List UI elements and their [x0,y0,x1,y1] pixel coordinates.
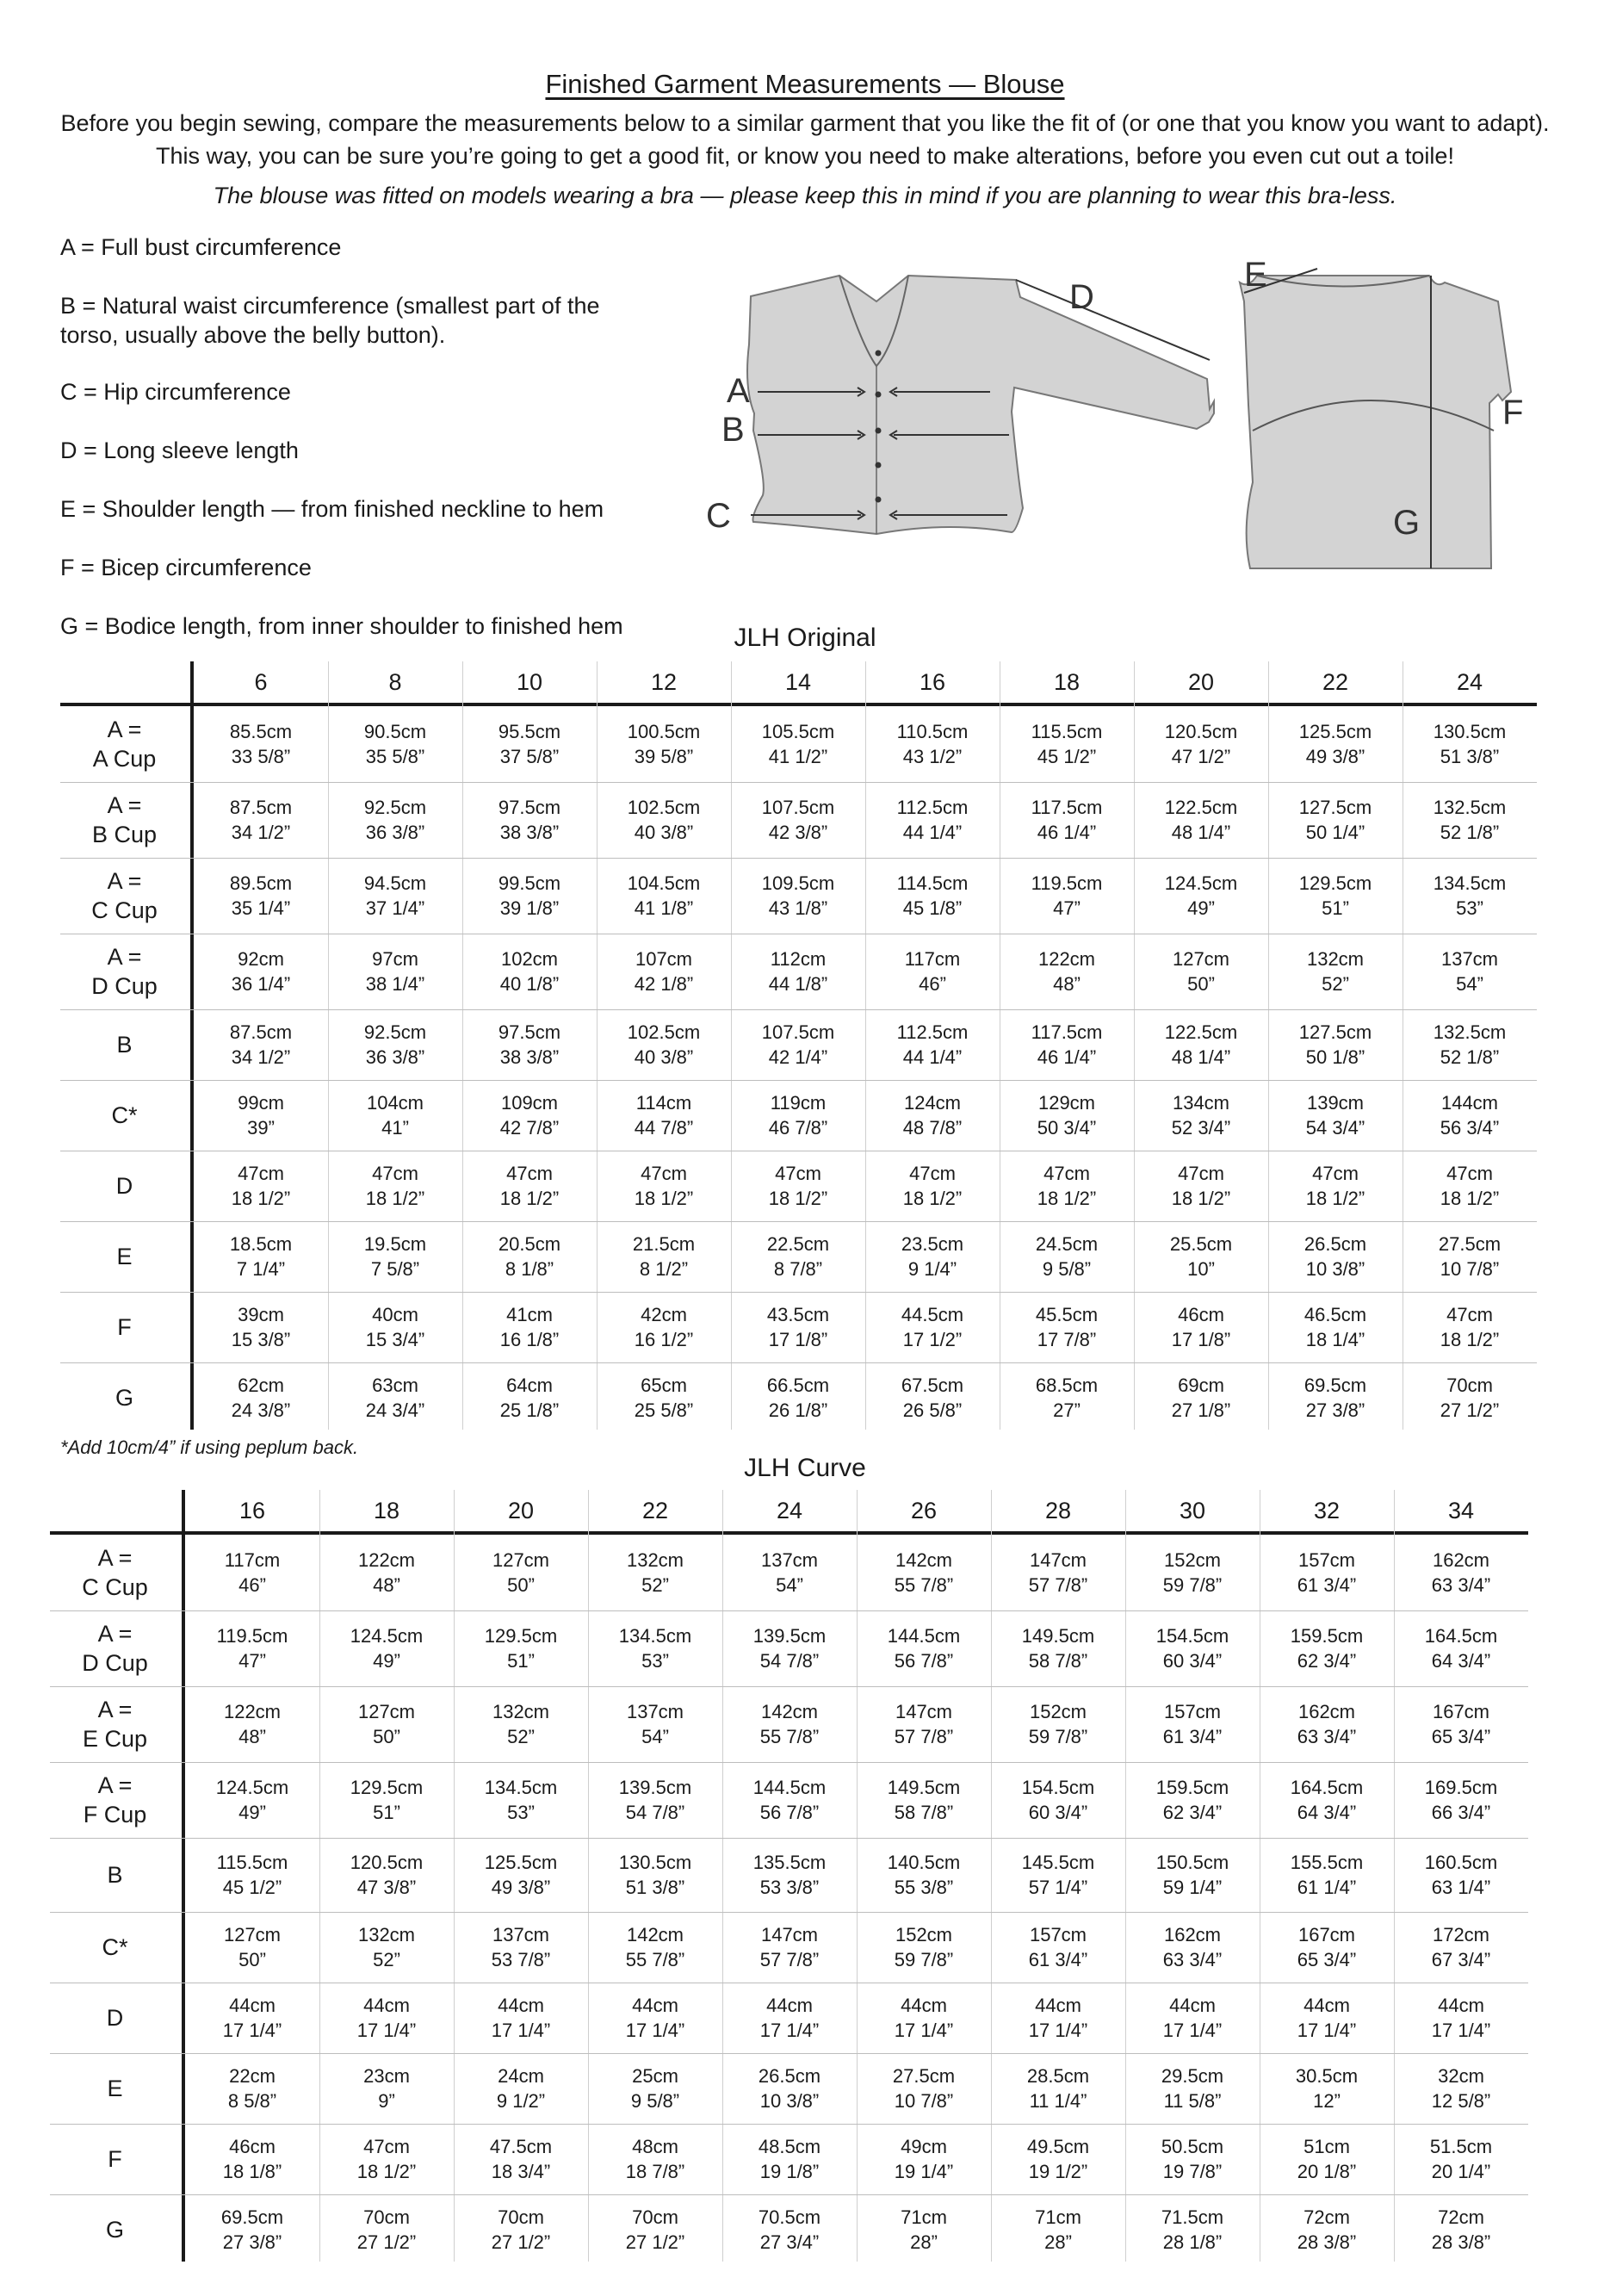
button-dot [876,351,882,357]
table-cell: 92.5cm 36 3/8” [363,797,427,843]
table-cell: 147cm 57 7/8” [759,1924,820,1970]
table-cell: 129.5cm 51” [1298,872,1372,919]
button-dot [876,428,882,434]
table-cell: 134cm 52 3/4” [1171,1092,1231,1139]
row-label: C* [102,1934,128,1960]
table-cell: 132cm 52” [626,1549,684,1596]
table-cell: 94.5cm 37 1/4” [363,872,427,919]
table-cell: 112.5cm 44 1/4” [896,797,969,843]
table-cell: 47cm 18 1/2” [768,1163,828,1209]
table-cell: 26.5cm 10 3/8” [758,2065,821,2112]
table-cell: 135.5cm 53 3/8” [752,1852,827,1898]
table-cell: 159.5cm 62 3/4” [1290,1625,1364,1672]
table-cell: 117cm 46” [224,1549,281,1596]
table-cell: 122cm 48” [223,1701,282,1747]
table-cell: 18.5cm 7 1/4” [229,1233,293,1280]
table-cell: 71.5cm 28 1/8” [1161,2206,1224,2253]
size-header: 18 [1053,669,1081,695]
table-cell: 27.5cm 10 7/8” [1438,1233,1502,1280]
table-cell: 132cm 52” [492,1701,550,1747]
table-cell: 87.5cm 34 1/2” [229,1021,293,1068]
table-cell: 24.5cm 9 5/8” [1035,1233,1099,1280]
table-cell: 167cm 65 3/4” [1297,1924,1357,1970]
table-cell: 70cm 27 1/2” [491,2206,551,2253]
table-cell: 25.5cm 10” [1169,1233,1233,1280]
table-cell: 117cm 46” [904,948,961,995]
table-cell: 142cm 55 7/8” [625,1924,685,1970]
table-cell: 127cm 50” [1172,948,1230,995]
table-cell: 129cm 50 3/4” [1037,1092,1097,1139]
table-cell: 159.5cm 62 3/4” [1155,1777,1229,1823]
size-header: 18 [373,1498,400,1523]
table-cell: 127.5cm 50 1/4” [1298,797,1372,843]
label-a: A [727,372,750,410]
row-label: A = B Cup [91,792,158,847]
table-cell: 134.5cm 53” [484,1777,558,1823]
table-cell: 44cm 17 1/4” [356,1995,417,2041]
table-cell: 144.5cm 56 7/8” [752,1777,827,1823]
table-cell: 41cm 16 1/8” [499,1304,560,1350]
table-cell: 129.5cm 51” [484,1625,558,1672]
size-table-curve [50,1490,1533,2265]
row-label: G [115,1385,133,1411]
table-cell: 105.5cm 41 1/2” [761,721,835,767]
table-cell: 21.5cm 8 1/2” [632,1233,696,1280]
table-cell: 162cm 63 3/4” [1297,1701,1357,1747]
table-cell: 65cm 25 5/8” [634,1374,694,1421]
table-cell: 149.5cm 58 7/8” [1021,1625,1095,1672]
table-cell: 122.5cm 48 1/4” [1164,1021,1238,1068]
table-cell: 109.5cm 43 1/8” [761,872,835,919]
table-cell: 139.5cm 54 7/8” [752,1625,827,1672]
table-cell: 164.5cm 64 3/4” [1424,1625,1498,1672]
table-cell: 48cm 18 7/8” [625,2136,685,2182]
table-cell: 99.5cm 39 1/8” [498,872,561,919]
table-cell: 129.5cm 51” [350,1777,424,1823]
table-cell: 115.5cm 45 1/2” [216,1852,288,1898]
table-cell: 47cm 18 1/2” [356,2136,417,2182]
table-cell: 70cm 27 1/2” [625,2206,685,2253]
table-cell: 24cm 9 1/2” [496,2065,546,2112]
bra-note: The blouse was fitted on models wearing a bra — please keep this in mind if you are planning to wear this bra-less. [213,183,1397,208]
table-cell: 44cm 17 1/4” [1431,1995,1491,2041]
table-cell: 162cm 63 3/4” [1431,1549,1491,1596]
table-cell: 22.5cm 8 7/8” [766,1233,830,1280]
table-cell: 137cm 54” [760,1549,819,1596]
table-cell: 47cm 18 1/2” [902,1163,963,1209]
table-cell: 72cm 28 3/8” [1297,2206,1357,2253]
label-b: B [721,411,745,449]
table-cell: 132cm 52” [357,1924,416,1970]
row-label: C* [111,1102,138,1128]
table-cell: 28.5cm 11 1/4” [1026,2065,1090,2112]
table-cell: 117.5cm 46 1/4” [1031,797,1103,843]
row-label: A = C Cup [82,1545,148,1600]
table-cell: 144.5cm 56 7/8” [887,1625,961,1672]
table-cell: 42cm 16 1/2” [634,1304,694,1350]
table-cell: 130.5cm 51 3/8” [1433,721,1507,767]
table-cell: 95.5cm 37 5/8” [498,721,561,767]
table-cell: 124cm 48 7/8” [902,1092,963,1139]
row-label: B [116,1032,133,1058]
table-cell: 44cm 17 1/4” [1162,1995,1223,2041]
table-cell: 23cm 9” [363,2065,410,2112]
size-header: 12 [650,669,678,695]
table-cell: 63cm 24 3/4” [365,1374,425,1421]
blouse-diagram [689,250,1550,577]
table-cell: 139cm 54 3/4” [1305,1092,1365,1139]
button-dot [876,497,882,503]
table-cell: 122.5cm 48 1/4” [1164,797,1238,843]
table-cell: 27.5cm 10 7/8” [892,2065,956,2112]
row-label: F [108,2146,122,2172]
table-cell: 137cm 54” [1440,948,1499,995]
row-label: A = E Cup [82,1697,148,1752]
size-header: 16 [238,1498,266,1523]
table-cell: 160.5cm 63 1/4” [1424,1852,1498,1898]
table-cell: 114cm 44 7/8” [634,1092,694,1139]
row-label: E [107,2076,123,2101]
label-f: F [1502,394,1524,431]
legend-item: G = Bodice length, from inner shoulder to finished hem [60,613,623,639]
table-cell: 145.5cm 57 1/4” [1021,1852,1095,1898]
table-cell: 25cm 9 5/8” [630,2065,680,2112]
table-cell: 104.5cm 41 1/8” [627,872,701,919]
table-cell: 92.5cm 36 3/8” [363,1021,427,1068]
table-cell: 67.5cm 26 5/8” [901,1374,964,1421]
table-cell: 47cm 18 1/2” [1037,1163,1097,1209]
table-cell: 29.5cm 11 5/8” [1161,2065,1224,2112]
table-cell: 44.5cm 17 1/2” [901,1304,964,1350]
table-cell: 114.5cm 45 1/8” [896,872,969,919]
label-e: E [1244,256,1267,294]
table-cell: 137cm 54” [626,1701,684,1747]
size-header: 14 [784,669,812,695]
row-label: E [116,1244,133,1269]
size-header: 26 [910,1498,938,1523]
size-table-original [60,661,1533,1428]
table-cell: 92cm 36 1/4” [231,948,291,995]
table-cell: 124.5cm 49” [215,1777,289,1823]
table-cell: 40cm 15 3/4” [365,1304,425,1350]
table-cell: 44cm 17 1/4” [1028,1995,1088,2041]
table-cell: 47cm 18 1/2” [1305,1163,1365,1209]
blouse-back-illustration [1240,256,1523,568]
row-label: F [117,1314,132,1340]
legend-item: E = Shoulder length — from finished neckline to hem [60,496,604,522]
table-cell: 154.5cm 60 3/4” [1155,1625,1229,1672]
size-header: 10 [516,669,543,695]
table-cell: 47.5cm 18 3/4” [489,2136,553,2182]
button-dot [876,392,882,398]
row-label: D [106,2005,124,2031]
size-header: 6 [254,669,268,695]
table-cell: 71cm 28” [1035,2206,1081,2253]
table-cell: 104cm 41” [366,1092,424,1139]
table-cell: 119.5cm 47” [1031,872,1103,919]
legend-item: C = Hip circumference [60,379,291,405]
table-cell: 169.5cm 66 3/4” [1424,1777,1498,1823]
intro-text: Before you begin sewing, compare the measurements below to a similar garment that you like the fit of (or one that you know you want to adapt). This way, you can be sure you’re going to get a good fit, or know you need to make alterations, before you even cut out a toile! [60,110,1550,169]
table-cell: 154.5cm 60 3/4” [1021,1777,1095,1823]
table-cell: 47cm 18 1/2” [1440,1304,1500,1350]
table-cell: 155.5cm 61 1/4” [1290,1852,1364,1898]
table-cell: 70cm 27 1/2” [1440,1374,1500,1421]
size-header: 32 [1313,1498,1341,1523]
table-cell: 102.5cm 40 3/8” [627,1021,701,1068]
table-cell: 117.5cm 46 1/4” [1031,1021,1103,1068]
page-title: Finished Garment Measurements — Blouse [545,69,1065,99]
table-cell: 152cm 59 7/8” [894,1924,954,1970]
table-cell: 110.5cm 43 1/2” [896,721,969,767]
label-d: D [1069,278,1094,316]
size-header: 22 [1322,669,1349,695]
table-cell: 69.5cm 27 3/8” [220,2206,284,2253]
table-cell: 45.5cm 17 7/8” [1035,1304,1099,1350]
table-cell: 157cm 61 3/4” [1162,1701,1223,1747]
table-cell: 23.5cm 9 1/4” [901,1233,964,1280]
table-cell: 49.5cm 19 1/2” [1026,2136,1090,2182]
table-cell: 89.5cm 35 1/4” [229,872,293,919]
table-cell: 142cm 55 7/8” [894,1549,954,1596]
table-cell: 26.5cm 10 3/8” [1303,1233,1367,1280]
table-cell: 140.5cm 55 3/8” [887,1852,961,1898]
table-cell: 62cm 24 3/8” [231,1374,291,1421]
table-cell: 144cm 56 3/4” [1440,1092,1500,1139]
table-cell: 69cm 27 1/8” [1171,1374,1231,1421]
table-cell: 87.5cm 34 1/2” [229,797,293,843]
table-cell: 43.5cm 17 1/8” [766,1304,830,1350]
table-cell: 157cm 61 3/4” [1297,1549,1357,1596]
table-cell: 69.5cm 27 3/8” [1303,1374,1367,1421]
table-cell: 120.5cm 47 3/8” [350,1852,424,1898]
size-header: 8 [388,669,402,695]
footnote: *Add 10cm/4” if using peplum back. [60,1437,359,1458]
legend-item: F = Bicep circumference [60,555,312,580]
size-header: 16 [919,669,946,695]
table-cell: 47cm 18 1/2” [1440,1163,1500,1209]
table-cell: 127cm 50” [492,1549,550,1596]
table-cell: 127.5cm 50 1/8” [1298,1021,1372,1068]
table-cell: 47cm 18 1/2” [499,1163,560,1209]
table-cell: 122cm 48” [357,1549,416,1596]
table-cell: 49cm 19 1/4” [894,2136,954,2182]
table-cell: 97cm 38 1/4” [365,948,425,995]
size-header: 24 [1456,669,1483,695]
size-header: 20 [507,1498,535,1523]
table-cell: 51cm 20 1/8” [1297,2136,1357,2182]
table-cell: 46cm 17 1/8” [1171,1304,1231,1350]
table-cell: 19.5cm 7 5/8” [363,1233,427,1280]
table-cell: 127cm 50” [223,1924,282,1970]
row-label: D [115,1173,133,1199]
blouse-front-illustration [706,276,1214,535]
table-cell: 120.5cm 47 1/2” [1164,721,1238,767]
table-cell: 122cm 48” [1037,948,1096,995]
table-cell: 134.5cm 53” [618,1625,692,1672]
row-label: A = D Cup [82,1621,148,1676]
table-cell: 44cm 17 1/4” [491,1995,551,2041]
legend-item: A = Full bust circumference [60,234,342,260]
table-cell: 152cm 59 7/8” [1162,1549,1223,1596]
table-cell: 46.5cm 18 1/4” [1303,1304,1367,1350]
table-cell: 22cm 8 5/8” [227,2065,277,2112]
table-cell: 39cm 15 3/8” [231,1304,291,1350]
table-cell: 134.5cm 53” [1433,872,1507,919]
legend-item: D = Long sleeve length [60,437,299,463]
table-cell: 124.5cm 49” [350,1625,424,1672]
table-cell: 99cm 39” [238,1092,284,1139]
table-cell: 112.5cm 44 1/4” [896,1021,969,1068]
table-cell: 107.5cm 42 3/8” [761,797,835,843]
table-cell: 119cm 46 7/8” [768,1092,828,1139]
legend-item: B = Natural waist circumference (smallest part of the torso, usually above the belly button). [60,293,600,348]
table-cell: 162cm 63 3/4” [1162,1924,1223,1970]
button-dot [876,462,882,469]
table-cell: 70.5cm 27 3/4” [758,2206,821,2253]
size-header: 34 [1447,1498,1475,1523]
table-cell: 137cm 53 7/8” [491,1924,551,1970]
table-cell: 167cm 65 3/4” [1431,1701,1491,1747]
table-cell: 109cm 42 7/8” [499,1092,560,1139]
table-cell: 139.5cm 54 7/8” [618,1777,692,1823]
table-cell: 132.5cm 52 1/8” [1433,1021,1507,1068]
table-cell: 149.5cm 58 7/8” [887,1777,961,1823]
table-cell: 125.5cm 49 3/8” [1298,721,1372,767]
table-cell: 127cm 50” [357,1701,416,1747]
table-cell: 97.5cm 38 3/8” [498,797,561,843]
table-cell: 142cm 55 7/8” [759,1701,820,1747]
row-label: A = D Cup [91,944,158,999]
row-label: G [105,2217,124,2243]
table-cell: 132cm 52” [1306,948,1365,995]
table-cell: 172cm 67 3/4” [1431,1924,1491,1970]
size-header: 30 [1179,1498,1206,1523]
table-cell: 64cm 25 1/8” [499,1374,560,1421]
table-cell: 44cm 17 1/4” [222,1995,282,2041]
table-cell: 30.5cm 12” [1295,2065,1359,2112]
table-cell: 90.5cm 35 5/8” [363,721,427,767]
label-c: C [706,497,731,535]
table-cell: 48.5cm 19 1/8” [758,2136,821,2182]
row-label: A = A Cup [92,717,157,772]
table-cell: 152cm 59 7/8” [1028,1701,1088,1747]
table-cell: 100.5cm 39 5/8” [627,721,701,767]
table-cell: 47cm 18 1/2” [365,1163,425,1209]
size-header: 22 [641,1498,669,1523]
table-cell: 47cm 18 1/2” [231,1163,291,1209]
table-cell: 102cm 40 1/8” [499,948,560,995]
table-cell: 124.5cm 49” [1164,872,1238,919]
size-header: 24 [776,1498,803,1523]
table-cell: 44cm 17 1/4” [894,1995,954,2041]
table-cell: 71cm 28” [901,2206,947,2253]
table-cell: 112cm 44 1/8” [768,948,828,995]
row-label: A = C Cup [91,868,158,923]
table-cell: 47cm 18 1/2” [634,1163,694,1209]
table-cell: 85.5cm 33 5/8” [229,721,293,767]
table-cell: 66.5cm 26 1/8” [766,1374,830,1421]
table-cell: 46cm 18 1/8” [222,2136,282,2182]
table-cell: 107cm 42 1/8” [634,948,694,995]
table-cell: 125.5cm 49 3/8” [484,1852,558,1898]
table-cell: 150.5cm 59 1/4” [1155,1852,1229,1898]
table-title-original: JLH Original [734,624,876,652]
table-cell: 115.5cm 45 1/2” [1031,721,1103,767]
table-cell: 97.5cm 38 3/8” [498,1021,561,1068]
table-cell: 107.5cm 42 1/4” [761,1021,835,1068]
row-label: A = F Cup [83,1772,147,1827]
table-cell: 47cm 18 1/2” [1171,1163,1231,1209]
table-cell: 147cm 57 7/8” [1028,1549,1088,1596]
table-cell: 102.5cm 40 3/8” [627,797,701,843]
table-cell: 132.5cm 52 1/8” [1433,797,1507,843]
size-header: 20 [1187,669,1215,695]
table-cell: 32cm 12 5/8” [1431,2065,1491,2112]
table-cell: 44cm 17 1/4” [759,1995,820,2041]
table-cell: 51.5cm 20 1/4” [1429,2136,1493,2182]
table-cell: 20.5cm 8 1/8” [498,1233,561,1280]
table-cell: 119.5cm 47” [216,1625,288,1672]
table-cell: 50.5cm 19 7/8” [1161,2136,1224,2182]
table-cell: 68.5cm 27” [1035,1374,1099,1421]
row-label: B [107,1862,123,1888]
table-cell: 44cm 17 1/4” [625,1995,685,2041]
table-title-curve: JLH Curve [744,1454,866,1482]
table-cell: 147cm 57 7/8” [894,1701,954,1747]
table-cell: 157cm 61 3/4” [1028,1924,1088,1970]
table-cell: 70cm 27 1/2” [356,2206,417,2253]
label-g: G [1393,504,1421,542]
table-cell: 44cm 17 1/4” [1297,1995,1357,2041]
table-cell: 164.5cm 64 3/4” [1290,1777,1364,1823]
size-header: 28 [1044,1498,1072,1523]
table-cell: 72cm 28 3/8” [1431,2206,1491,2253]
table-cell: 130.5cm 51 3/8” [618,1852,692,1898]
